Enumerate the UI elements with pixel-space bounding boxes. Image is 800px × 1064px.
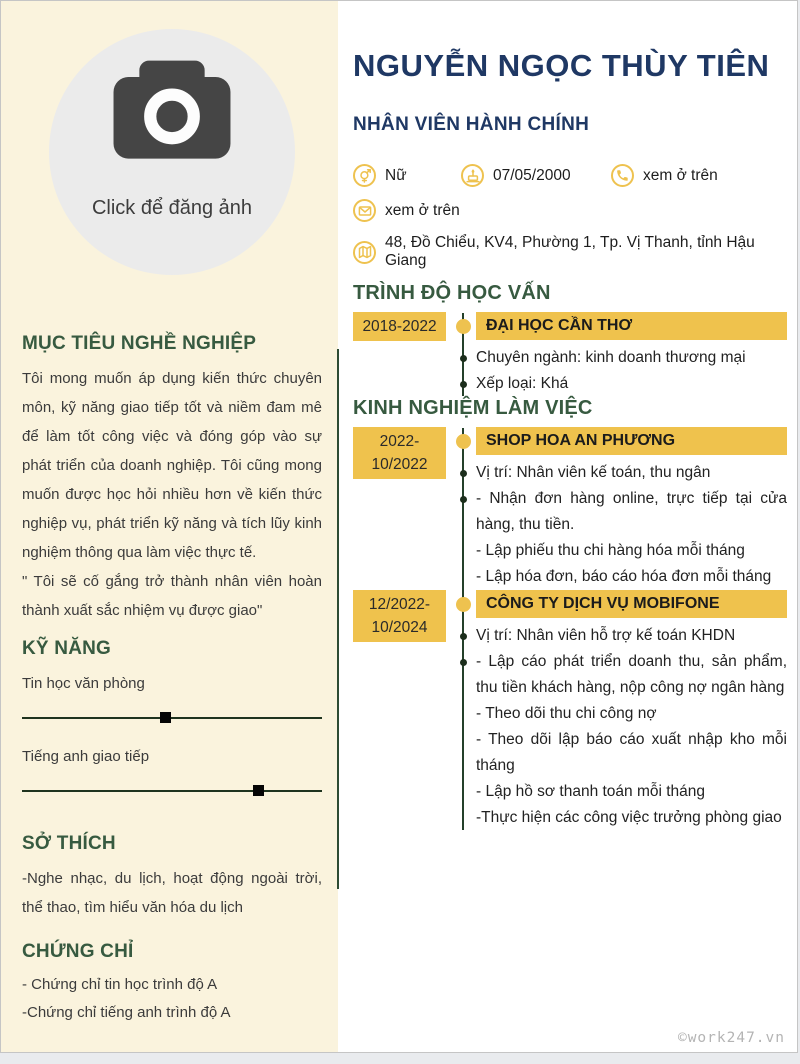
certificates-heading: CHỨNG CHỈ [22, 941, 134, 962]
entry-detail: -Thực hiện các công việc trưởng phòng giao [476, 809, 782, 826]
gender-icon [353, 164, 376, 187]
entry-detail: - Theo dõi lập báo cáo xuất nhập kho mỗi tháng [476, 731, 787, 774]
entry-content [476, 427, 787, 590]
entry-detail: - Lập cáo phát triển doanh thu, sản phẩm, thu tiền khách hàng, nộp công nợ ngân hàng [476, 649, 787, 701]
contact-row [353, 164, 787, 187]
organization-title: SHOP HOA AN PHƯƠNG [476, 427, 787, 455]
period-line: 10/2022 [371, 456, 428, 473]
entry-detail: - Lập phiếu thu chi hàng hóa mỗi tháng [476, 542, 745, 559]
skill-slider-track [22, 790, 322, 792]
entry-detail: Vị trí: Nhân viên kế toán, thu ngân [476, 460, 787, 486]
entry-content [476, 590, 787, 831]
certificate-item: -Chứng chỉ tiếng anh trình độ A [22, 1004, 231, 1021]
email-icon [353, 199, 376, 222]
skill-slider[interactable] [22, 785, 322, 796]
period-badge [353, 312, 446, 341]
period-line: 12/2022- [368, 596, 431, 613]
skill-slider-handle[interactable] [253, 785, 264, 796]
contact-email [353, 199, 460, 222]
skill-slider-track [22, 717, 322, 719]
organization-title: CÔNG TY DỊCH VỤ MOBIFONE [476, 590, 787, 618]
skill-label: Tin học văn phòng [22, 675, 145, 692]
sidebar [1, 1, 338, 1052]
entry-content [476, 312, 787, 397]
experience-entry [353, 427, 787, 590]
gender-value: Nữ [385, 166, 407, 184]
period-badge [353, 427, 446, 479]
contact-block [353, 164, 787, 270]
period-line: 2022- [379, 433, 420, 450]
candidate-name: NGUYỄN NGỌC THÙY TIÊN [353, 48, 770, 83]
birthday-value: 07/05/2000 [493, 166, 571, 184]
email-value: xem ở trên [385, 201, 460, 219]
column-divider [337, 349, 339, 889]
certificate-item: - Chứng chỉ tin học trình độ A [22, 976, 218, 993]
photo-upload-label[interactable]: Click để đăng ảnh [91, 197, 253, 219]
contact-address [353, 234, 787, 270]
job-title: NHÂN VIÊN HÀNH CHÍNH [353, 114, 590, 135]
timeline-line [462, 428, 464, 830]
period-badge [353, 590, 446, 642]
watermark: ©work247.vn [677, 1030, 785, 1046]
education-heading: TRÌNH ĐỘ HỌC VẤN [353, 282, 551, 304]
entry-detail: - Theo dõi thu chi công nợ [476, 705, 657, 722]
address-value: 48, Đồ Chiểu, KV4, Phường 1, Tp. Vị Thanh, tỉnh Hậu Giang [385, 234, 755, 269]
entry-detail: - Lập hóa đơn, báo cáo hóa đơn mỗi tháng [476, 568, 772, 585]
entry-detail: Chuyên ngành: kinh doanh thương mại [476, 345, 787, 371]
contact-row [353, 199, 787, 222]
skill-slider-handle[interactable] [160, 712, 171, 723]
objective-body: Tôi mong muốn áp dụng kiến thức chuyên môn, kỹ năng giao tiếp tốt và niềm đam mê để làm tốt công việc và đóng góp vào sự phát triển của doanh nghiệp. Tôi cũng mong muốn được học hỏi nhiều hơn về kiến thức nghiệp vụ, phát triển kỹ năng và tích lũy kinh nghiệm thông qua làm việc thực tế. [22, 370, 322, 561]
skill-label: Tiếng anh giao tiếp [22, 748, 150, 765]
phone-value: xem ở trên [643, 166, 718, 184]
objective-quote: " Tôi sẽ cố gắng trở thành nhân viên hoàn thành xuất sắc nhiệm vụ được giao" [22, 573, 322, 619]
camera-icon [104, 55, 240, 167]
experience-heading: KINH NGHIỆM LÀM VIỆC [353, 397, 593, 419]
education-entry [353, 312, 787, 397]
experience-entry [353, 590, 787, 831]
experience-entries [353, 427, 787, 831]
entry-detail: - Lập hồ sơ thanh toán mỗi tháng [476, 783, 706, 800]
contact-gender [353, 164, 461, 187]
contact-row [353, 234, 787, 270]
period-line: 10/2024 [371, 619, 428, 636]
main-column [338, 1, 797, 1052]
entry-detail: Vị trí: Nhân viên hỗ trợ kế toán KHDN [476, 623, 787, 649]
photo-upload-placeholder[interactable] [49, 29, 295, 275]
contact-phone [611, 164, 718, 187]
skills-heading: KỸ NĂNG [22, 638, 112, 659]
entry-detail: Xếp loại: Khá [476, 371, 787, 397]
period-line: 2018-2022 [362, 318, 437, 335]
hobbies-body: -Nghe nhạc, du lịch, hoạt động ngoài trời, thể thao, tìm hiểu văn hóa du lịch [22, 870, 322, 916]
skill-slider[interactable] [22, 712, 322, 723]
objective-heading: MỤC TIÊU NGHỀ NGHIỆP [22, 333, 257, 354]
address-icon [353, 241, 376, 264]
organization-title: ĐẠI HỌC CẦN THƠ [476, 312, 787, 340]
birthday-icon [461, 164, 484, 187]
education-entries [353, 312, 787, 397]
entry-detail: - Nhận đơn hàng online, trực tiếp tại cửa hàng, thu tiền. [476, 486, 787, 538]
contact-birthday [461, 164, 611, 187]
hobbies-heading: SỞ THÍCH [22, 833, 116, 854]
phone-icon [611, 164, 634, 187]
